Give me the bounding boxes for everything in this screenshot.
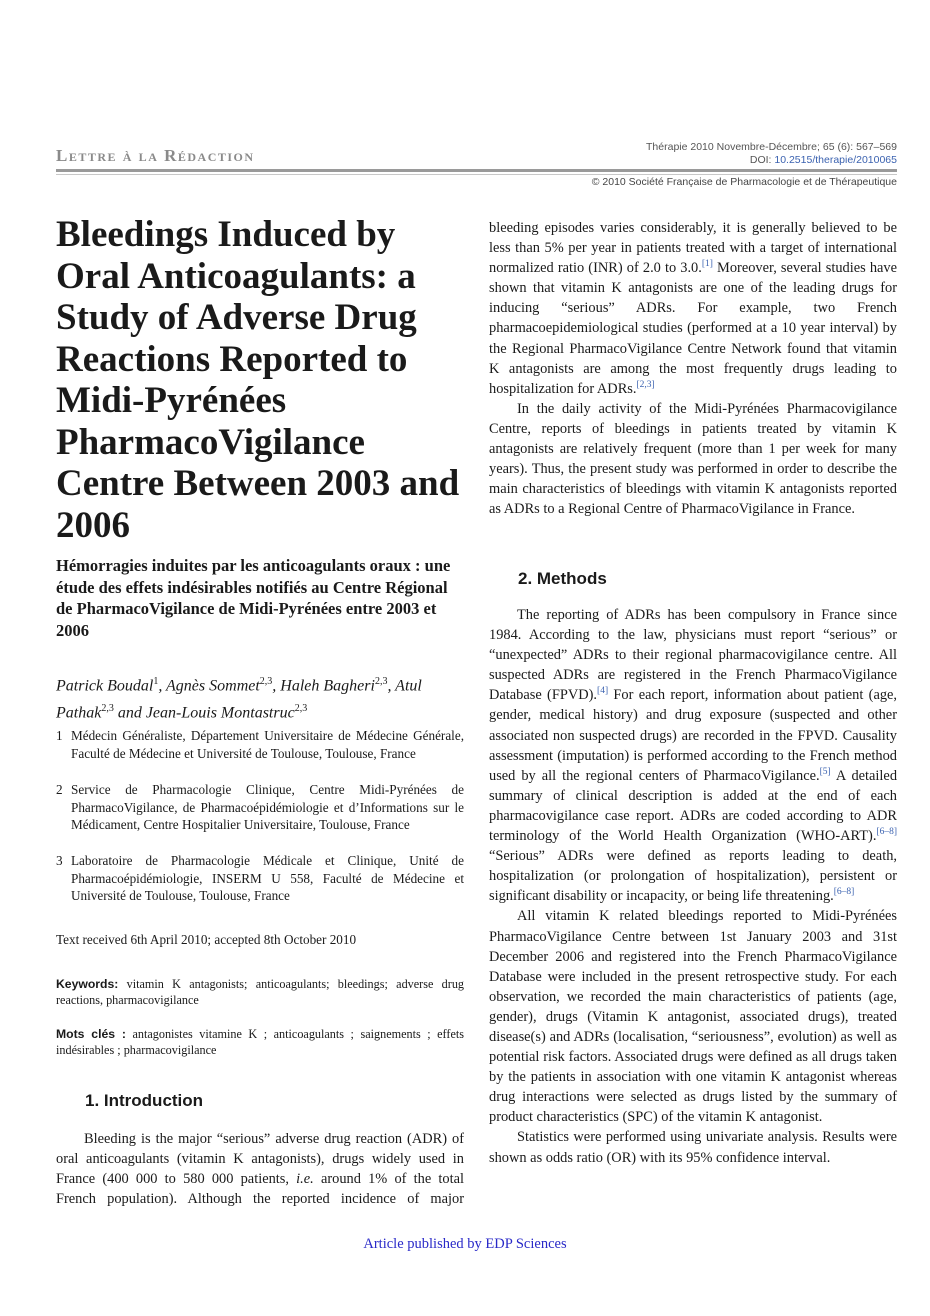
author-name: Haleh Bagheri <box>280 677 375 695</box>
intro-text-right: Moreover, several studies have shown that vitamin K antagonists are one of the leading drugs for inducing “serious” ADRs. For example, two French pharmacoepidemiological studies (performed at a 10 year interval) by the Regional PharmacoVigilance Centre Network found that vitamin K antagonists are among the most frequently drugs leading to hospitalization for ADRs. <box>489 260 898 397</box>
ref-link[interactable]: [4] <box>597 686 609 697</box>
keywords <box>56 976 464 1008</box>
affiliation-2 <box>56 781 464 834</box>
author-name: Agnès Sommet <box>166 677 260 695</box>
copyright: © 2010 Société Française de Pharmacologie et de Thérapeutique <box>591 176 897 188</box>
citation-block <box>646 141 897 167</box>
article-title-fr: Hémorragies induites par les anticoagulants oraux : une étude des effets indésirables notifiés au Centre Régional de PharmacoVigilance de Midi-Pyrénées entre 2003 et 2006 <box>56 556 451 640</box>
affiliation-number: 2 <box>56 782 63 797</box>
author-list: Patrick Boudal$^1$, Agnès Sommet$^{2,3}$, Haleh Bagheri$^{2,3}$, Atul Pathak$^{2,3}$ and Jean-Louis Montastruc$^{2,3}$ <box>56 676 422 722</box>
intro-text: Bleeding is the major “serious” adverse drug reaction (ADR) of oral anticoagulants (vitamin K antagonists), drugs widely used in France (400 000 to 580 000 patients, <box>56 1131 464 1188</box>
mots-cles <box>56 1026 464 1058</box>
doi-label: DOI: <box>749 154 772 166</box>
methods-body <box>489 605 897 1168</box>
mots-cles-label: Mots clés : <box>56 1027 126 1041</box>
intro-ie: i.e. <box>296 1171 314 1188</box>
keywords-text: vitamin K antagonists; anticoagulants; bleedings; adverse drug reactions, pharmacovigilance <box>56 977 465 1007</box>
intro-paragraph-2: In the daily activity of the Midi-Pyrénées Pharmacovigilance Centre, reports of bleedings in patients treated by vitamin K antagonists are relatively frequent (more than 1 per week for many years). Thus, the present study was performed in order to describe the main characteristics of bleedings with vitamin K antagonists reported as ADRs to a Regional Centre of PharmacoVigilance in France. <box>489 400 897 518</box>
author-affiliation-sup: 2,3 <box>294 703 308 715</box>
header-rule-thin <box>56 174 897 175</box>
author-name: Patrick Boudal <box>56 677 154 695</box>
affiliation-3 <box>56 852 464 905</box>
keywords-label: Keywords: <box>56 977 119 991</box>
intro-text-cont: around 1% of the total French population). Although the reported incidence of major <box>56 1171 464 1208</box>
author-name: Atul Pathak <box>56 677 422 722</box>
ref-link[interactable]: [5] <box>819 766 831 777</box>
intro-paragraph-left <box>56 1129 464 1209</box>
author-affiliation-sup: 2,3 <box>101 703 114 715</box>
ref-link[interactable]: [6–8] <box>876 827 897 838</box>
ref-link[interactable]: [6–8] <box>833 887 855 898</box>
affiliation-number: 3 <box>56 853 63 868</box>
publisher-link[interactable]: Article published by EDP Sciences <box>363 1236 567 1252</box>
affiliation-text: Médecin Généraliste, Département Universitaire de Médecine Générale, Faculté de Médecine et Université de Toulouse, Toulouse, France <box>71 728 464 761</box>
affiliation-1 <box>56 727 464 762</box>
journal-citation: Thérapie 2010 Novembre-Décembre; 65 (6): 567–569 <box>646 141 897 153</box>
methods-paragraph-1: The reporting of ADRs has been compulsory in France since 1984. According to the law, physicians must report “serious” or “unexpected” ADRs to their regional pharmacovigilance centre. All suspected ADRs are registered in the French PharmacoVigilance Database (FPVD).[4] For each report, information about patient (age, gender, medical history) and drug exposure (suspected and other associated non suspected drugs) are recorded in the FPVD. Causality assessment (imputation) is performed according to the French method used by all the regional centers of PharmacoVigilance.[5] A detailed summary of clinical description is added at the end of each pharmacovigilance case report. ADRs are coded according to ADR terminology of the World Health Organization (WHO-ART).[6–8] “Serious” ADRs were defined as reports leading to death, hospitalization (or prolongation of hospitalization), persistent or significant disability or incapacity, or being life threatening.[6–8] <box>489 607 898 905</box>
affiliation-text: Service de Pharmacologie Clinique, Centre Midi-Pyrénées de PharmacoVigilance, de Pharmacoépidémiologie et d’Informations sur le Médicament, Centre Hospitalier Universitaire, Toulouse, France <box>71 782 464 832</box>
ref-link[interactable]: [1] <box>701 259 713 270</box>
ref-link[interactable]: [2,3] <box>636 379 655 390</box>
author-affiliation-sup: 2,3 <box>259 676 273 687</box>
affiliation-number: 1 <box>56 728 63 743</box>
received-date: Text received 6th April 2010; accepted 8th October 2010 <box>56 932 357 947</box>
intro-heading: 1. Introduction <box>85 1091 204 1110</box>
methods-paragraph-3: Statistics were performed using univariate analysis. Results were shown as odds ratio (OR) with its 95% confidence interval. <box>489 1129 897 1166</box>
methods-paragraph-2: All vitamin K related bleedings reported to Midi-Pyrénées PharmacoVigilance Centre between 1st January 2003 and 31st December 2006 and registered into the French PharmacoVigilance Database were included in the present retrospective study. For each observation, we recorded the main characteristics of patients (age, gender), drugs (Vitamin K antagonist, associated drugs), treated disease(s) and ADRs (localisation, “seriousness”, evolution) as well as potential risk factors. Associated drugs were defined as all drugs taken by the patients in association with one vitamin K antagonist whereas drug interactions were selected as drugs listed by the summary of product characteristics (SPC) of the vitamin K antagonist. <box>489 908 897 1126</box>
author-name: Jean-Louis Montastruc <box>145 704 295 722</box>
author-affiliation-sup: 2,3 <box>374 676 388 687</box>
methods-heading: 2. Methods <box>518 569 607 588</box>
doi-link[interactable]: 10.2515/therapie/2010065 <box>774 154 897 166</box>
article-title: Bleedings Induced by Oral Anticoagulants: a Study of Adverse Drug Reactions Reported to Midi-Pyrénées PharmacoVigilance Centre Between 2003 and 2006 <box>56 214 460 546</box>
header-rule <box>56 169 897 172</box>
mots-cles-text: antagonistes vitamine K ; anticoagulants ; saignements ; effets indésirables ; pharmacovigilance <box>56 1027 464 1057</box>
doi-line <box>646 154 897 167</box>
affiliation-text: Laboratoire de Pharmacologie Médicale et Clinique, Unité de Pharmacoépidémiologie, INSERM U 558, Faculté de Médecine et Université de Toulouse, Toulouse, France <box>71 853 464 903</box>
section-label: Lettre à la Rédaction <box>56 146 255 165</box>
intro-right: bleeding episodes varies considerably, it is generally believed to be less than 5% per year in patients treated with a target of international normalized ratio (INR) of 2.0 to 3.0.[1] Moreover, several studies have shown that vitamin K antagonists are one of the leading drugs for inducing “serious” ADRs. For example, two French pharmacoepidemiological studies (performed at a 10 year interval) by the Regional PharmacoVigilance Centre Network found that vitamin K antagonists are among the most frequently drugs leading to hospitalization for ADRs.[2,3] In the daily activity of the Midi-Pyrénées Pharmacovigilance Centre, reports of bleedings in patients treated by vitamin K antagonists are relatively frequent (more than 1 per week for many years). Thus, the present study was performed in order to describe the main characteristics of bleedings with vitamin K antagonists reported as ADRs to a Regional Centre of PharmacoVigilance in France. <box>489 218 897 519</box>
author-affiliation-sup: 1 <box>153 676 159 687</box>
